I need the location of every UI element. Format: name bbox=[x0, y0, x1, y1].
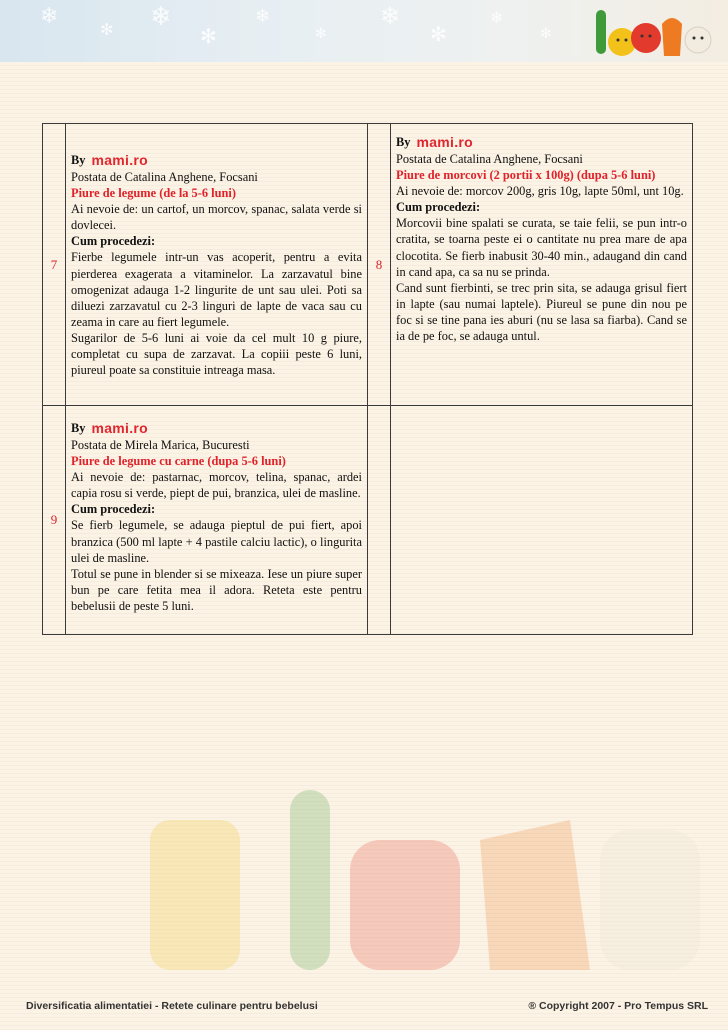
recipe-number-cell bbox=[43, 406, 66, 635]
recipe-author: Postata de Mirela Marica, Bucuresti bbox=[71, 438, 250, 452]
recipe-method: Fierbe legumele intr-un vas acoperit, pentru a evita pierderea exagerata a vitaminelor. La zarzavatul bine omogenizat adauga 1-2 lingurite de unt sau ulei. Poti sa diluezi zarzavatul cu 2-3 linguri de lapte de vaca sau cu zeama in care au fiert legumele. bbox=[71, 250, 362, 329]
footer-title: Diversificatia alimentatiei - Retete culinare pentru bebelusi bbox=[26, 1000, 318, 1012]
author-by-line bbox=[71, 152, 362, 169]
recipe-table bbox=[42, 123, 693, 635]
author-by-line bbox=[71, 420, 362, 437]
header-decoration-band bbox=[0, 0, 728, 62]
recipe-cell bbox=[66, 406, 368, 635]
empty-number-cell bbox=[368, 406, 391, 635]
by-label: By bbox=[71, 153, 86, 168]
recipe-title: Piure de legume cu carne (dupa 5-6 luni) bbox=[71, 454, 286, 469]
recipe-cell bbox=[391, 124, 693, 406]
snowflake-icon: ✻ bbox=[430, 22, 447, 46]
recipe-number: 9 bbox=[50, 512, 58, 527]
author-by-line bbox=[396, 134, 687, 151]
mami-logo: mami.ro bbox=[416, 134, 474, 151]
method-heading: Cum procedezi: bbox=[71, 234, 156, 249]
recipe-number: 7 bbox=[50, 256, 58, 272]
by-label: By bbox=[396, 135, 411, 150]
snowflake-icon: ❄ bbox=[40, 4, 59, 29]
recipe-title: Piure de legume (de la 5-6 luni) bbox=[71, 186, 236, 201]
mami-logo: mami.ro bbox=[91, 152, 149, 169]
snowflake-icon: ✻ bbox=[200, 24, 217, 48]
recipe-author: Postata de Catalina Anghene, Focsani bbox=[396, 152, 583, 166]
recipe-ingredients: Ai nevoie de: un cartof, un morcov, spanac, salata verde si dovlecei. bbox=[71, 202, 362, 233]
recipe-note: Sugarilor de 5-6 luni ai voie da cel mult 10 g piure, completat cu supa de zarzavat. La copiii peste 6 luni, piureul poate sa constituie intreaga masa. bbox=[71, 330, 362, 378]
snowflake-icon: ✻ bbox=[540, 26, 552, 42]
empty-recipe-cell bbox=[391, 406, 693, 635]
table-row bbox=[43, 124, 693, 406]
recipe-ingredients: Ai nevoie de: morcov 200g, gris 10g, lapte 50ml, unt 10g. bbox=[396, 184, 684, 199]
recipe-note: Cand sunt fierbinti, se trec prin sita, se adauga grisul fiert in lapte (sau numai laptele). Piureul se pune din nou pe foc si se tine pana ies aburi (nu se lasa sa fiarba). Cand se ia de pe foc, se adauga untul. bbox=[396, 280, 687, 344]
recipe-note: Totul se pune in blender si se mixeaza. Iese un piure super bun pe care fetita mea il adora. Reteta este pentru bebelusii de peste 5 luni. bbox=[71, 566, 362, 613]
recipe-number-cell bbox=[368, 124, 391, 406]
page-footer bbox=[0, 996, 728, 1030]
snowflake-icon: ❄ bbox=[380, 2, 401, 30]
vegetables-icon bbox=[592, 4, 722, 60]
snowflake-icon: ❄ bbox=[255, 6, 271, 27]
footer-copyright: ® Copyright 2007 - Pro Tempus SRL bbox=[528, 1000, 708, 1012]
method-heading: Cum procedezi: bbox=[71, 502, 156, 517]
recipe-method: Se fierb legumele, se adauga pieptul de pui fiert, apoi branzica (500 ml lapte + 4 pastile calciu lactic), o lingurita ulei de masline. bbox=[71, 518, 362, 565]
snowflake-icon: ✻ bbox=[100, 20, 114, 39]
recipe-cell bbox=[66, 124, 368, 406]
recipe-author: Postata de Catalina Anghene, Focsani bbox=[71, 170, 258, 184]
snowflake-icon: ✻ bbox=[315, 26, 327, 42]
method-heading: Cum procedezi: bbox=[396, 200, 481, 215]
recipe-number-cell bbox=[43, 124, 66, 406]
snowflake-icon: ❄ bbox=[150, 2, 172, 32]
snowflake-icon: ❄ bbox=[490, 8, 504, 27]
recipe-title: Piure de morcovi (2 portii x 100g) (dupa 5-6 luni) bbox=[396, 168, 656, 183]
recipe-number: 8 bbox=[375, 256, 383, 272]
recipe-ingredients: Ai nevoie de: pastarnac, morcov, telina, spanac, ardei capia rosu si verde, piept de pui, branzica, ulei de masline. bbox=[71, 470, 362, 501]
table-row bbox=[43, 406, 693, 635]
recipe-method: Morcovii bine spalati se curata, se taie felii, se pun intr-o cratita, se toarna peste ei o cantitate nu prea mare de apa clocotita. Se fierb inabusit 30-40 min., adaugand din cand in cand apa, ca sa nu se prinda. bbox=[396, 216, 687, 279]
vegetables-watermark bbox=[150, 780, 710, 980]
by-label: By bbox=[71, 421, 86, 436]
mami-logo: mami.ro bbox=[91, 420, 149, 437]
